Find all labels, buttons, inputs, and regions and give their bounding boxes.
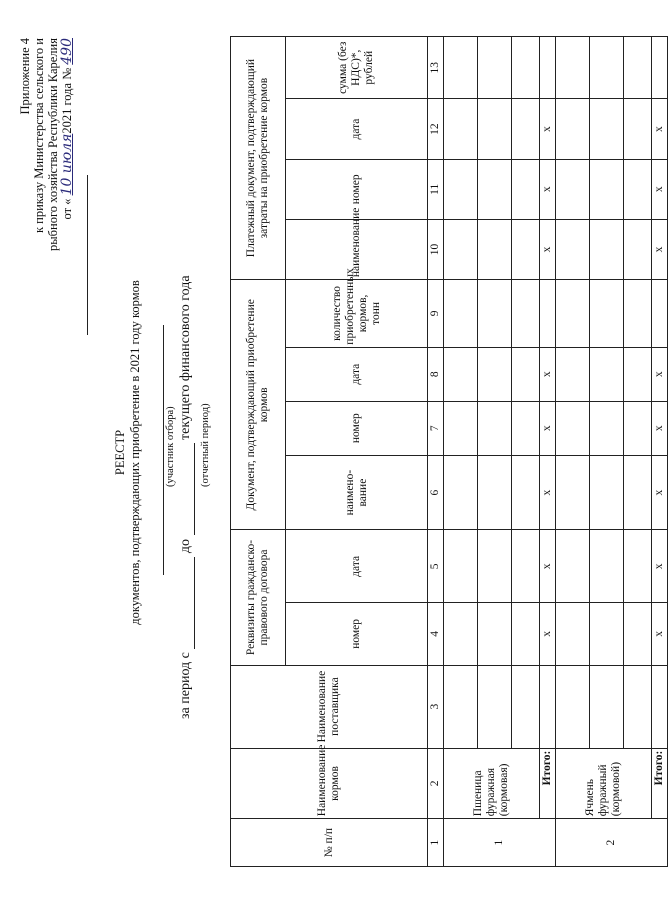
table-row — [590, 37, 624, 867]
x-mark: х — [652, 219, 668, 279]
cell — [478, 280, 512, 348]
cell — [556, 37, 590, 99]
cell — [512, 280, 540, 348]
cell — [556, 665, 590, 748]
header-document: Документ, подтверждающий приобретение кормов — [231, 280, 286, 530]
row-index: 2 — [556, 819, 668, 867]
cell — [512, 603, 540, 665]
period-from-blank — [178, 557, 195, 649]
cell — [590, 665, 624, 748]
total-row — [540, 37, 556, 867]
header-quantity: количество приобретенных кормов, тонн — [286, 280, 428, 348]
header-document-date: дата — [286, 347, 428, 401]
cell — [556, 99, 590, 159]
participant-line — [163, 325, 164, 575]
cell — [540, 280, 556, 348]
register-table — [230, 36, 668, 867]
cell — [478, 603, 512, 665]
total-label: Итого: — [540, 748, 556, 819]
cell — [590, 603, 624, 665]
column-number: 5 — [428, 530, 444, 603]
column-number: 13 — [428, 37, 444, 99]
header-payment-date: дата — [286, 99, 428, 159]
column-number: 12 — [428, 99, 444, 159]
column-number: 4 — [428, 603, 444, 665]
header-document-number: номер — [286, 401, 428, 455]
cell — [590, 401, 624, 455]
appendix-line-2: к приказу Министерства сельского и — [32, 38, 46, 234]
cell — [556, 603, 590, 665]
cell — [444, 99, 478, 159]
cell — [478, 530, 512, 603]
cell — [590, 530, 624, 603]
participant-caption: (участник отбора) — [165, 406, 176, 487]
period-to-blank — [178, 443, 195, 535]
column-number: 1 — [428, 819, 444, 867]
cell — [478, 347, 512, 401]
document-title: РЕЕСТР — [113, 429, 127, 476]
cell — [590, 280, 624, 348]
header-feed: Наименование кормов — [231, 748, 428, 819]
cell — [624, 99, 652, 159]
period-caption: (отчетный период) — [200, 403, 211, 487]
table-row — [556, 37, 590, 867]
cell — [652, 665, 668, 748]
cell — [444, 530, 478, 603]
x-mark: х — [652, 530, 668, 603]
header-payment-number: номер — [286, 159, 428, 219]
column-number: 3 — [428, 665, 444, 748]
order-year: 2021 года № — [60, 67, 74, 134]
appendix-line-1: Приложение 4 — [18, 38, 32, 115]
cell — [556, 455, 590, 530]
appendix-line-4 — [60, 38, 74, 298]
cell — [624, 37, 652, 99]
x-mark: х — [540, 159, 556, 219]
cell — [624, 455, 652, 530]
table-row — [512, 37, 540, 867]
header-payment-name: наименование — [286, 219, 428, 279]
cell — [590, 159, 624, 219]
row-feed-name: Пшеница фуражная (кормовая) — [444, 748, 540, 819]
x-mark: х — [540, 401, 556, 455]
cell — [444, 347, 478, 401]
x-mark: х — [652, 99, 668, 159]
column-number: 6 — [428, 455, 444, 530]
x-mark: х — [540, 347, 556, 401]
cell — [512, 219, 540, 279]
cell — [444, 401, 478, 455]
cell — [590, 37, 624, 99]
cell — [652, 280, 668, 348]
cell — [512, 455, 540, 530]
cell — [444, 219, 478, 279]
x-mark: х — [652, 401, 668, 455]
cell — [444, 603, 478, 665]
cell — [478, 665, 512, 748]
table-row — [444, 37, 478, 867]
header-contract-number: номер — [286, 603, 428, 665]
handwritten-date: 10 июля — [59, 133, 75, 196]
cell — [624, 401, 652, 455]
row-index: 1 — [444, 819, 556, 867]
total-label: Итого: — [652, 748, 668, 819]
x-mark: х — [540, 530, 556, 603]
cell — [624, 603, 652, 665]
reporting-period — [178, 275, 195, 719]
period-to-label: до — [178, 538, 193, 554]
header-contract-date: дата — [286, 530, 428, 603]
total-row — [652, 37, 668, 867]
column-number: 9 — [428, 280, 444, 348]
cell — [478, 37, 512, 99]
cell — [624, 280, 652, 348]
cell — [652, 37, 668, 99]
cell — [444, 665, 478, 748]
cell — [478, 219, 512, 279]
period-tail: текущего финансового года — [178, 275, 193, 440]
header-payment: Платежный документ, подтверждающий затраты на приобретение кормов — [231, 37, 286, 280]
cell — [624, 530, 652, 603]
cell — [556, 280, 590, 348]
header-contract: Реквизиты гражданско-правового договора — [231, 530, 286, 665]
cell — [444, 455, 478, 530]
column-number: 7 — [428, 401, 444, 455]
cell — [478, 99, 512, 159]
x-mark: х — [540, 603, 556, 665]
cell — [444, 159, 478, 219]
cell — [556, 159, 590, 219]
cell — [590, 219, 624, 279]
x-mark: х — [540, 219, 556, 279]
handwritten-order-number: 490 — [59, 38, 75, 65]
date-prefix: от « — [60, 198, 74, 220]
cell — [444, 280, 478, 348]
cell — [556, 347, 590, 401]
cell — [512, 37, 540, 99]
column-number: 11 — [428, 159, 444, 219]
cell — [478, 159, 512, 219]
header-index: № п/п — [231, 819, 428, 867]
cell — [590, 455, 624, 530]
column-number: 8 — [428, 347, 444, 401]
cell — [556, 219, 590, 279]
cell — [512, 99, 540, 159]
period-from-label: за период с — [178, 652, 193, 719]
cell — [512, 159, 540, 219]
cell — [590, 99, 624, 159]
cell — [624, 665, 652, 748]
document-subtitle: документов, подтверждающих приобретение в 2021 году кормов — [128, 280, 142, 625]
header-row-groups — [231, 37, 286, 867]
table-row — [624, 37, 652, 867]
cell — [556, 530, 590, 603]
cell — [512, 347, 540, 401]
cell — [540, 665, 556, 748]
cell — [624, 219, 652, 279]
cell — [540, 37, 556, 99]
column-number: 2 — [428, 748, 444, 819]
x-mark: х — [652, 603, 668, 665]
cell — [444, 37, 478, 99]
header-document-name: наимено-вание — [286, 455, 428, 530]
cell — [478, 455, 512, 530]
appendix-divider — [87, 175, 88, 335]
cell — [478, 401, 512, 455]
x-mark: х — [540, 455, 556, 530]
header-supplier: Наименование поставщика — [231, 665, 428, 748]
column-number: 10 — [428, 219, 444, 279]
x-mark: х — [652, 347, 668, 401]
cell — [512, 401, 540, 455]
appendix-block — [18, 38, 74, 298]
x-mark: х — [652, 455, 668, 530]
cell — [590, 347, 624, 401]
x-mark: х — [652, 159, 668, 219]
row-feed-name: Ячмень фуражный (кормовой) — [556, 748, 652, 819]
x-mark: х — [540, 99, 556, 159]
appendix-line-3: рыбного хозяйства Республики Карелия — [46, 38, 60, 251]
cell — [512, 530, 540, 603]
cell — [556, 401, 590, 455]
column-number-row — [428, 37, 444, 867]
cell — [624, 347, 652, 401]
cell — [512, 665, 540, 748]
cell — [624, 159, 652, 219]
header-amount: сумма (без НДС)*, рублей — [286, 37, 428, 99]
table-row — [478, 37, 512, 867]
